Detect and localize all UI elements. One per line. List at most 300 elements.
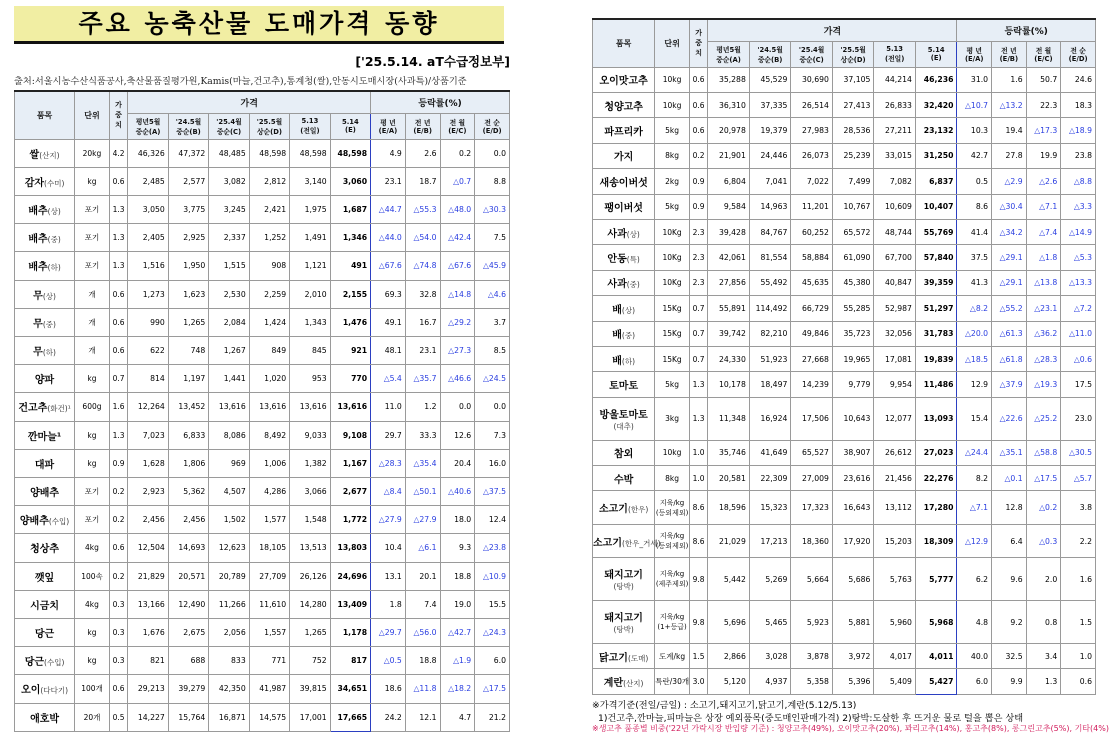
change-cell: 2.2 bbox=[1061, 524, 1096, 557]
header-p4: '25.5월 상순(D) bbox=[832, 41, 874, 67]
header-price: 가격 bbox=[128, 91, 371, 113]
price-cell: 20,978 bbox=[708, 118, 750, 143]
price-cell: 9,584 bbox=[708, 194, 750, 219]
item-unit: 5kg bbox=[655, 372, 690, 397]
item-weight: 0.5 bbox=[109, 703, 128, 731]
change-cell: △0.1 bbox=[992, 466, 1027, 491]
change-cell: 20.4 bbox=[440, 449, 475, 477]
change-cell: △29.1 bbox=[992, 245, 1027, 270]
price-cell: 40,847 bbox=[874, 270, 916, 295]
price-cell: 748 bbox=[168, 336, 208, 364]
item-grade: (상) bbox=[626, 229, 640, 239]
change-cell: 18.7 bbox=[405, 167, 440, 195]
change-cell: △28.3 bbox=[371, 449, 406, 477]
item-name-text: 배추 bbox=[28, 262, 48, 274]
change-cell: △13.2 bbox=[992, 92, 1027, 117]
price-cell: 4,017 bbox=[874, 643, 916, 668]
report-title: 주요 농축산물 도매가격 동향 bbox=[14, 6, 504, 44]
item-weight: 2.3 bbox=[689, 245, 707, 270]
change-cell: 1.8 bbox=[371, 590, 406, 618]
header-item: 품목 bbox=[15, 91, 75, 139]
change-cell: △35.4 bbox=[405, 449, 440, 477]
change-cell: △11.8 bbox=[405, 675, 440, 703]
price-cell: 9,033 bbox=[290, 421, 330, 449]
change-cell: 40.0 bbox=[957, 643, 992, 668]
price-cell: 2,337 bbox=[209, 224, 249, 252]
item-grade: (한우_거세) bbox=[621, 538, 661, 548]
header-change: 등락률(%) bbox=[371, 91, 510, 113]
change-cell: △24.5 bbox=[475, 365, 510, 393]
change-cell: △14.9 bbox=[1061, 219, 1096, 244]
item-name-text: 새송이버섯 bbox=[599, 177, 648, 189]
price-cell: 1,020 bbox=[249, 365, 289, 393]
item-unit: 3kg bbox=[655, 397, 690, 440]
item-weight: 0.7 bbox=[689, 346, 707, 371]
price-cell: 1,515 bbox=[209, 252, 249, 280]
item-unit: 10Kg bbox=[655, 270, 690, 295]
change-cell: 1.0 bbox=[1061, 643, 1096, 668]
price-cell: 2,812 bbox=[249, 167, 289, 195]
price-cell: 27,709 bbox=[249, 562, 289, 590]
price-cell: 11,201 bbox=[791, 194, 833, 219]
table-row bbox=[593, 143, 1096, 168]
price-cell: 81,554 bbox=[749, 245, 791, 270]
change-cell: 7.5 bbox=[475, 224, 510, 252]
item-grade: (중) bbox=[626, 280, 640, 290]
item-name-text: 오이 bbox=[21, 685, 41, 697]
change-cell: △37.9 bbox=[992, 372, 1027, 397]
header-price: 가격 bbox=[708, 19, 957, 41]
price-cell: 35,723 bbox=[832, 321, 874, 346]
price-cell: 32,056 bbox=[874, 321, 916, 346]
change-cell: 23.8 bbox=[1061, 143, 1096, 168]
item-name-text: 당근 bbox=[24, 657, 45, 669]
item-weight: 0.9 bbox=[689, 194, 707, 219]
change-cell: △46.6 bbox=[440, 365, 475, 393]
item-name bbox=[15, 421, 75, 449]
table-row bbox=[15, 534, 510, 562]
item-name bbox=[15, 365, 75, 393]
table-row bbox=[15, 308, 510, 336]
item-weight: 0.6 bbox=[689, 118, 707, 143]
table-row bbox=[15, 167, 510, 195]
price-cell: 55,285 bbox=[832, 296, 874, 321]
change-cell: 4.7 bbox=[440, 703, 475, 731]
change-cell: 18.8 bbox=[405, 647, 440, 675]
item-weight: 3.0 bbox=[689, 669, 707, 695]
change-cell: 9.6 bbox=[992, 558, 1027, 601]
price-cell: 12,490 bbox=[168, 590, 208, 618]
item-unit: 특란/30개 bbox=[655, 669, 690, 695]
item-name bbox=[15, 590, 75, 618]
item-unit: 10kg bbox=[655, 92, 690, 117]
change-cell: 16.0 bbox=[475, 449, 510, 477]
price-cell: 11,486 bbox=[915, 372, 957, 397]
header-unit: 단위 bbox=[655, 19, 690, 67]
change-cell: 15.5 bbox=[475, 590, 510, 618]
item-name-text: 사과 bbox=[607, 228, 627, 240]
price-cell: 17,081 bbox=[874, 346, 916, 371]
change-cell: 4.8 bbox=[957, 601, 992, 644]
change-cell: △24.4 bbox=[957, 440, 992, 465]
change-cell: △4.6 bbox=[475, 280, 510, 308]
change-cell: △0.5 bbox=[371, 647, 406, 675]
price-cell: 49,846 bbox=[791, 321, 833, 346]
change-cell: △7.2 bbox=[1061, 296, 1096, 321]
price-cell: 1,548 bbox=[290, 506, 330, 534]
change-cell: △27.9 bbox=[371, 506, 406, 534]
table-row bbox=[15, 449, 510, 477]
price-cell: 2,084 bbox=[209, 308, 249, 336]
item-unit: 10kg bbox=[655, 67, 690, 92]
price-cell: 491 bbox=[330, 252, 370, 280]
price-cell: 11,610 bbox=[249, 590, 289, 618]
item-name-text: 팽이버섯 bbox=[604, 203, 643, 215]
price-cell: 13,616 bbox=[290, 393, 330, 421]
header-c3: 전 월 (E/C) bbox=[1026, 41, 1061, 67]
price-cell: 849 bbox=[249, 336, 289, 364]
price-cell: 2,155 bbox=[330, 280, 370, 308]
change-cell: △0.6 bbox=[1061, 346, 1096, 371]
price-cell: 7,499 bbox=[832, 169, 874, 194]
item-weight: 0.6 bbox=[109, 675, 128, 703]
item-name-text: 배추 bbox=[28, 206, 48, 217]
change-cell: 37.5 bbox=[957, 245, 992, 270]
change-cell: △0.2 bbox=[1026, 491, 1061, 524]
price-cell: 2,677 bbox=[330, 477, 370, 505]
change-cell: 1.2 bbox=[405, 393, 440, 421]
price-cell: 28,536 bbox=[832, 118, 874, 143]
change-cell: 0.5 bbox=[957, 169, 992, 194]
price-cell: 21,901 bbox=[708, 143, 750, 168]
item-weight: 8.6 bbox=[689, 524, 707, 557]
price-cell: 32,420 bbox=[915, 92, 957, 117]
header-p2: '24.5월 중순(B) bbox=[749, 41, 791, 67]
change-cell: 12.9 bbox=[957, 372, 992, 397]
price-cell: 1,252 bbox=[249, 224, 289, 252]
item-unit: 포기 bbox=[75, 506, 110, 534]
change-cell: 48.1 bbox=[371, 336, 406, 364]
header-c4: 전 순 (E/D) bbox=[1061, 41, 1096, 67]
price-cell: 5,777 bbox=[915, 558, 957, 601]
change-cell: △11.0 bbox=[1061, 321, 1096, 346]
price-cell: 1,197 bbox=[168, 365, 208, 393]
change-cell: △45.9 bbox=[475, 252, 510, 280]
item-weight: 0.6 bbox=[109, 308, 128, 336]
item-unit: 600g bbox=[75, 393, 110, 421]
item-unit: 5kg bbox=[655, 194, 690, 219]
change-cell: 1.6 bbox=[1061, 558, 1096, 601]
price-cell: 8,492 bbox=[249, 421, 289, 449]
item-name bbox=[593, 440, 655, 465]
change-cell: △55.3 bbox=[405, 195, 440, 223]
table-row bbox=[593, 194, 1096, 219]
table-row bbox=[593, 67, 1096, 92]
item-grade: (상) bbox=[47, 207, 61, 216]
item-name-text: 토마토 bbox=[609, 381, 639, 393]
change-cell: △7.1 bbox=[1026, 194, 1061, 219]
item-unit: 100개 bbox=[75, 675, 110, 703]
price-cell: 14,575 bbox=[249, 703, 289, 731]
header-p3: '25.4월 중순(C) bbox=[209, 113, 249, 139]
price-cell: 14,239 bbox=[791, 372, 833, 397]
change-cell: △23.1 bbox=[1026, 296, 1061, 321]
item-grade: (수미) bbox=[44, 178, 65, 188]
change-cell: 29.7 bbox=[371, 421, 406, 449]
price-cell: 26,073 bbox=[791, 143, 833, 168]
item-unit: kg bbox=[75, 449, 110, 477]
item-weight: 0.7 bbox=[689, 321, 707, 346]
price-cell: 48,598 bbox=[330, 139, 370, 167]
price-cell: 48,485 bbox=[209, 139, 249, 167]
price-cell: 22,309 bbox=[749, 466, 791, 491]
table-row bbox=[593, 169, 1096, 194]
change-cell: △20.0 bbox=[957, 321, 992, 346]
change-cell: 22.3 bbox=[1026, 92, 1061, 117]
price-cell: 37,335 bbox=[749, 92, 791, 117]
price-cell: 58,884 bbox=[791, 245, 833, 270]
item-weight: 1.6 bbox=[109, 393, 128, 421]
item-weight: 0.6 bbox=[689, 92, 707, 117]
price-cell: 1,265 bbox=[168, 308, 208, 336]
price-cell: 12,264 bbox=[128, 393, 168, 421]
price-cell: 5,396 bbox=[832, 669, 874, 695]
price-cell: 3,775 bbox=[168, 195, 208, 223]
item-unit: 지육/kg (1+등급) bbox=[655, 601, 690, 644]
item-weight: 9.8 bbox=[689, 601, 707, 644]
header-weight: 가 중 치 bbox=[109, 91, 128, 139]
price-cell: 833 bbox=[209, 647, 249, 675]
price-cell: 5,763 bbox=[874, 558, 916, 601]
item-weight: 0.6 bbox=[109, 167, 128, 195]
item-name bbox=[15, 393, 75, 421]
price-cell: 814 bbox=[128, 365, 168, 393]
price-cell: 13,616 bbox=[330, 393, 370, 421]
item-name bbox=[593, 346, 655, 371]
change-cell: △42.7 bbox=[440, 618, 475, 646]
price-cell: 5,120 bbox=[708, 669, 750, 695]
change-cell: 49.1 bbox=[371, 308, 406, 336]
table-row bbox=[593, 372, 1096, 397]
price-cell: 21,829 bbox=[128, 562, 168, 590]
price-cell: 1,346 bbox=[330, 224, 370, 252]
item-name bbox=[15, 562, 75, 590]
price-cell: 34,651 bbox=[330, 675, 370, 703]
change-cell: △67.6 bbox=[440, 252, 475, 280]
price-cell: 21,029 bbox=[708, 524, 750, 557]
item-name bbox=[15, 336, 75, 364]
item-name bbox=[15, 139, 75, 167]
table-row bbox=[593, 270, 1096, 295]
price-cell: 24,696 bbox=[330, 562, 370, 590]
price-cell: 20,581 bbox=[708, 466, 750, 491]
item-grade: (산지) bbox=[39, 150, 60, 160]
price-cell: 21,456 bbox=[874, 466, 916, 491]
price-cell: 1,557 bbox=[249, 618, 289, 646]
change-cell: 23.1 bbox=[405, 336, 440, 364]
price-cell: 2,405 bbox=[128, 224, 168, 252]
price-cell: 7,082 bbox=[874, 169, 916, 194]
price-cell: 688 bbox=[168, 647, 208, 675]
price-cell: 41,649 bbox=[749, 440, 791, 465]
price-cell: 10,407 bbox=[915, 194, 957, 219]
price-cell: 17,280 bbox=[915, 491, 957, 524]
price-cell: 1,577 bbox=[249, 506, 289, 534]
price-cell: 1,687 bbox=[330, 195, 370, 223]
item-name-text: 배 bbox=[612, 304, 622, 316]
change-cell: △13.3 bbox=[1061, 270, 1096, 295]
price-cell: 7,022 bbox=[791, 169, 833, 194]
item-name-text: 당근 bbox=[34, 629, 55, 641]
change-cell: △29.7 bbox=[371, 618, 406, 646]
item-name bbox=[593, 558, 655, 601]
item-name-text: 가지 bbox=[613, 152, 634, 164]
change-cell: △56.0 bbox=[405, 618, 440, 646]
header-p3: '25.4월 중순(C) bbox=[791, 41, 833, 67]
price-cell: 27,856 bbox=[708, 270, 750, 295]
change-cell: 18.8 bbox=[440, 562, 475, 590]
price-cell: 45,380 bbox=[832, 270, 874, 295]
header-p6: 5.14 (E) bbox=[915, 41, 957, 67]
item-name-text: 계란 bbox=[603, 678, 624, 690]
price-cell: 51,923 bbox=[749, 346, 791, 371]
item-name-text: 양배추 bbox=[30, 488, 60, 500]
change-cell: △2.9 bbox=[992, 169, 1027, 194]
item-name-text: 깻잎 bbox=[34, 572, 55, 584]
price-cell: 3,050 bbox=[128, 195, 168, 223]
price-cell: 10,767 bbox=[832, 194, 874, 219]
change-cell: △22.6 bbox=[992, 397, 1027, 440]
price-cell: 42,061 bbox=[708, 245, 750, 270]
item-grade: (다다기) bbox=[40, 686, 69, 696]
item-unit: 포기 bbox=[75, 195, 110, 223]
header-p1: 평년5월 중순(A) bbox=[708, 41, 750, 67]
price-cell: 24,446 bbox=[749, 143, 791, 168]
price-cell: 14,693 bbox=[168, 534, 208, 562]
header-p4: '25.5월 상순(D) bbox=[249, 113, 289, 139]
change-cell: △27.9 bbox=[405, 506, 440, 534]
item-weight: 1.5 bbox=[689, 643, 707, 668]
item-unit: kg bbox=[75, 618, 110, 646]
change-cell: 9.9 bbox=[992, 669, 1027, 695]
price-cell: 17,323 bbox=[791, 491, 833, 524]
price-cell: 13,616 bbox=[249, 393, 289, 421]
table-row bbox=[15, 365, 510, 393]
change-cell: 19.4 bbox=[992, 118, 1027, 143]
item-name bbox=[593, 397, 655, 440]
price-cell: 44,214 bbox=[874, 67, 916, 92]
report-date: ['25.5.14. aT수급정보부] bbox=[355, 54, 510, 69]
item-unit: 10kg bbox=[655, 440, 690, 465]
change-cell: △5.3 bbox=[1061, 245, 1096, 270]
price-cell: 3,060 bbox=[330, 167, 370, 195]
left-price-table bbox=[14, 90, 510, 732]
price-cell: 17,920 bbox=[832, 524, 874, 557]
price-cell: 35,288 bbox=[708, 67, 750, 92]
item-weight: 0.7 bbox=[689, 296, 707, 321]
table-row bbox=[15, 252, 510, 280]
header-change: 등락률(%) bbox=[957, 19, 1096, 41]
item-unit: 10Kg bbox=[655, 245, 690, 270]
item-unit: 20개 bbox=[75, 703, 110, 731]
item-grade: (탕박) bbox=[613, 582, 634, 592]
item-grade: (산지) bbox=[623, 679, 644, 689]
item-name-text: 감자 bbox=[24, 177, 45, 189]
change-cell: 3.4 bbox=[1026, 643, 1061, 668]
price-cell: 4,011 bbox=[915, 643, 957, 668]
price-cell: 13,513 bbox=[290, 534, 330, 562]
change-cell: 18.6 bbox=[371, 675, 406, 703]
change-cell: 11.0 bbox=[371, 393, 406, 421]
change-cell: 8.5 bbox=[475, 336, 510, 364]
change-cell: △12.9 bbox=[957, 524, 992, 557]
price-cell: 5,465 bbox=[749, 601, 791, 644]
change-cell: 7.4 bbox=[405, 590, 440, 618]
change-cell: △0.3 bbox=[1026, 524, 1061, 557]
item-name bbox=[15, 308, 75, 336]
price-cell: 14,227 bbox=[128, 703, 168, 731]
item-unit: kg bbox=[75, 167, 110, 195]
item-name bbox=[15, 703, 75, 731]
price-cell: 1,975 bbox=[290, 195, 330, 223]
price-cell: 5,881 bbox=[832, 601, 874, 644]
price-cell: 35,746 bbox=[708, 440, 750, 465]
price-cell: 1,178 bbox=[330, 618, 370, 646]
price-cell: 12,077 bbox=[874, 397, 916, 440]
price-cell: 48,744 bbox=[874, 219, 916, 244]
price-cell: 29,213 bbox=[128, 675, 168, 703]
item-name bbox=[15, 167, 75, 195]
footnote-pepper-share: ※생고추 품종별 비중('22년 가락시장 반입량 기준) : 청양고추(49%), 오이맛고추(20%), 꽈리고추(14%), 홍고추(8%), 롱그린고추(5%), 기타(4%) bbox=[592, 724, 1109, 733]
change-cell: 2.6 bbox=[405, 139, 440, 167]
price-cell: 30,690 bbox=[791, 67, 833, 92]
price-cell: 48,598 bbox=[290, 139, 330, 167]
change-cell: 41.4 bbox=[957, 219, 992, 244]
item-name bbox=[15, 675, 75, 703]
price-cell: 752 bbox=[290, 647, 330, 675]
item-unit: 8kg bbox=[655, 143, 690, 168]
change-cell: 10.4 bbox=[371, 534, 406, 562]
change-cell: 0.6 bbox=[1061, 669, 1096, 695]
item-unit: 100속 bbox=[75, 562, 110, 590]
item-weight: 0.3 bbox=[109, 618, 128, 646]
item-grade: (화건)¹ bbox=[47, 404, 71, 414]
item-unit: 10Kg bbox=[655, 219, 690, 244]
table-row bbox=[15, 647, 510, 675]
item-weight: 0.6 bbox=[109, 336, 128, 364]
price-cell: 1,006 bbox=[249, 449, 289, 477]
price-cell: 114,492 bbox=[749, 296, 791, 321]
header-unit: 단위 bbox=[75, 91, 110, 139]
price-cell: 5,960 bbox=[874, 601, 916, 644]
item-name bbox=[593, 245, 655, 270]
price-cell: 57,840 bbox=[915, 245, 957, 270]
table-row bbox=[15, 477, 510, 505]
item-name-text: 참외 bbox=[613, 449, 634, 461]
item-name bbox=[593, 296, 655, 321]
price-cell: 1,441 bbox=[209, 365, 249, 393]
table-row bbox=[593, 321, 1096, 346]
item-name-text: 청양고추 bbox=[604, 101, 643, 113]
price-cell: 39,428 bbox=[708, 219, 750, 244]
item-name-text: 양파 bbox=[34, 375, 55, 387]
change-cell: △10.9 bbox=[475, 562, 510, 590]
change-cell: 6.4 bbox=[992, 524, 1027, 557]
item-name bbox=[15, 506, 75, 534]
price-cell: 9,954 bbox=[874, 372, 916, 397]
item-unit: 15Kg bbox=[655, 296, 690, 321]
item-name bbox=[15, 618, 75, 646]
